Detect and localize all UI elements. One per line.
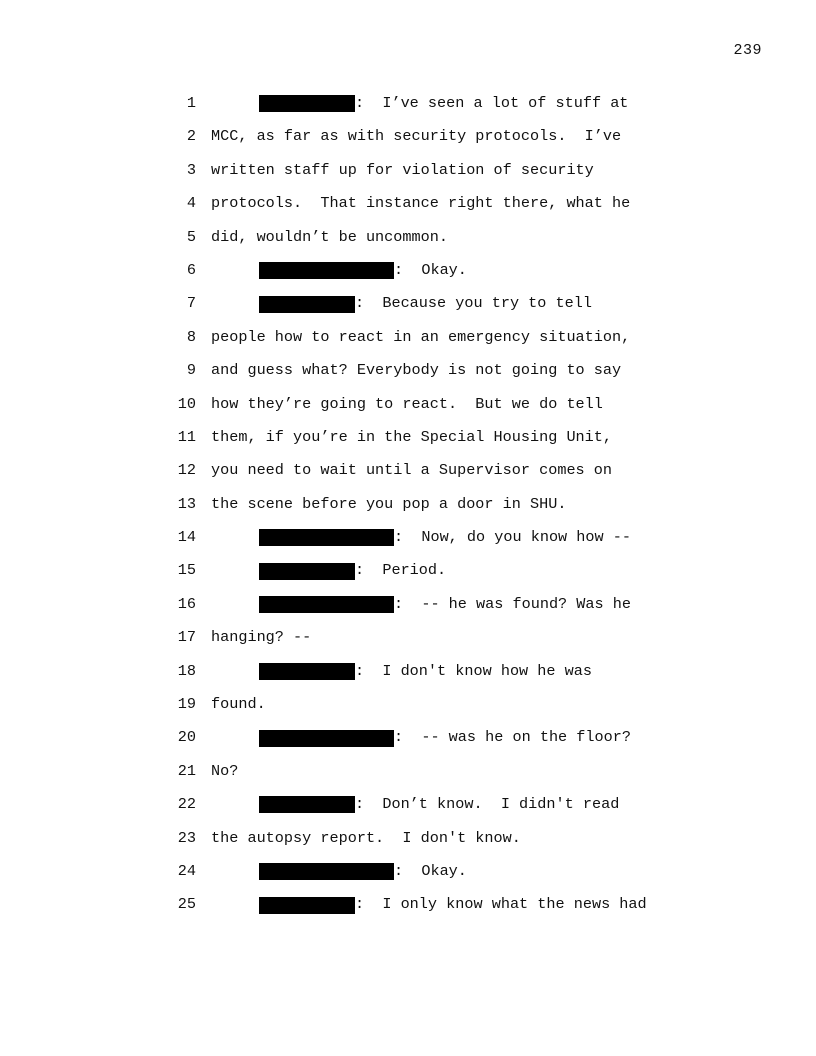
speech-text: : -- was he on the floor?	[394, 728, 631, 747]
line-number: 16	[177, 594, 196, 613]
line-number: 17	[177, 628, 196, 647]
speech-text: : Because you try to tell	[355, 294, 592, 313]
line-text: No?	[211, 761, 239, 780]
transcript-line	[0, 87, 816, 120]
speech-text: : Now, do you know how --	[394, 528, 631, 547]
line-text: them, if you’re in the Special Housing Unit,	[211, 427, 613, 446]
transcript-line	[0, 655, 816, 688]
speaker-turn	[259, 521, 631, 554]
transcript-line	[0, 621, 816, 654]
line-number: 7	[186, 294, 196, 313]
line-number: 23	[177, 828, 196, 847]
speech-text: : Okay.	[394, 861, 467, 880]
line-number: 20	[177, 728, 196, 747]
speaker-turn	[259, 554, 446, 587]
transcript-line	[0, 888, 816, 921]
line-number: 19	[177, 695, 196, 714]
line-number: 4	[186, 194, 196, 213]
redacted-speaker-name	[259, 730, 394, 747]
line-number: 2	[186, 127, 196, 146]
redacted-speaker-name	[259, 663, 355, 680]
line-number: 11	[177, 427, 196, 446]
redacted-speaker-name	[259, 95, 355, 112]
speaker-turn	[259, 788, 619, 821]
transcript-line	[0, 688, 816, 721]
page-number: 239	[733, 42, 762, 59]
transcript-line	[0, 855, 816, 888]
transcript-line	[0, 588, 816, 621]
line-text: the scene before you pop a door in SHU.	[211, 494, 567, 513]
line-number: 9	[186, 361, 196, 380]
redacted-speaker-name	[259, 596, 394, 613]
redacted-speaker-name	[259, 897, 355, 914]
transcript-line	[0, 388, 816, 421]
speaker-turn	[259, 254, 467, 287]
transcript-line	[0, 154, 816, 187]
redacted-speaker-name	[259, 796, 355, 813]
line-number: 24	[177, 861, 196, 880]
speech-text: : I only know what the news had	[355, 895, 647, 914]
speaker-turn	[259, 721, 631, 754]
speaker-turn	[259, 588, 631, 621]
line-number: 25	[177, 895, 196, 914]
transcript-line	[0, 554, 816, 587]
transcript-line	[0, 421, 816, 454]
line-number: 22	[177, 795, 196, 814]
line-number: 10	[177, 394, 196, 413]
line-text: how they’re going to react. But we do tell	[211, 394, 603, 413]
line-text: MCC, as far as with security protocols. I’ve	[211, 127, 622, 146]
transcript-line	[0, 488, 816, 521]
line-text: found.	[211, 695, 266, 714]
speaker-turn	[259, 87, 628, 120]
line-number: 21	[177, 761, 196, 780]
line-number: 14	[177, 528, 196, 547]
speech-text: : Period.	[355, 561, 447, 580]
redacted-speaker-name	[259, 296, 355, 313]
line-number: 6	[186, 260, 196, 279]
transcript-line	[0, 287, 816, 320]
transcript-line	[0, 354, 816, 387]
transcript-line	[0, 788, 816, 821]
transcript-line	[0, 221, 816, 254]
line-text: and guess what? Everybody is not going to say	[211, 361, 622, 380]
transcript-line	[0, 755, 816, 788]
speaker-turn	[259, 287, 592, 320]
speaker-turn	[259, 655, 592, 688]
redacted-speaker-name	[259, 262, 394, 279]
line-number: 3	[186, 160, 196, 179]
transcript-line	[0, 822, 816, 855]
transcript-line	[0, 321, 816, 354]
line-number: 13	[177, 494, 196, 513]
redacted-speaker-name	[259, 863, 394, 880]
speech-text: : -- he was found? Was he	[394, 594, 631, 613]
transcript-line	[0, 454, 816, 487]
line-number: 18	[177, 661, 196, 680]
line-text: people how to react in an emergency situation,	[211, 327, 631, 346]
speech-text: : Okay.	[394, 260, 467, 279]
speech-text: : I don't know how he was	[355, 661, 592, 680]
line-number: 1	[186, 94, 196, 112]
transcript-line	[0, 721, 816, 754]
line-number: 8	[186, 327, 196, 346]
line-text: protocols. That instance right there, what he	[211, 194, 631, 213]
line-number: 12	[177, 461, 196, 480]
transcript-body	[0, 87, 816, 922]
redacted-speaker-name	[259, 529, 394, 546]
line-text: the autopsy report. I don't know.	[211, 828, 521, 847]
transcript-line	[0, 120, 816, 153]
line-text: you need to wait until a Supervisor comes on	[211, 461, 613, 480]
line-text: hanging? --	[211, 628, 312, 647]
transcript-line	[0, 521, 816, 554]
transcript-line	[0, 187, 816, 220]
transcript-line	[0, 254, 816, 287]
speaker-turn	[259, 888, 647, 921]
line-text: did, wouldn’t be uncommon.	[211, 227, 448, 246]
redacted-speaker-name	[259, 563, 355, 580]
line-number: 15	[177, 561, 196, 580]
speech-text: : I’ve seen a lot of stuff at	[355, 94, 629, 112]
line-text: written staff up for violation of security	[211, 160, 594, 179]
line-number: 5	[186, 227, 196, 246]
speaker-turn	[259, 855, 467, 888]
speech-text: : Don’t know. I didn't read	[355, 795, 620, 814]
